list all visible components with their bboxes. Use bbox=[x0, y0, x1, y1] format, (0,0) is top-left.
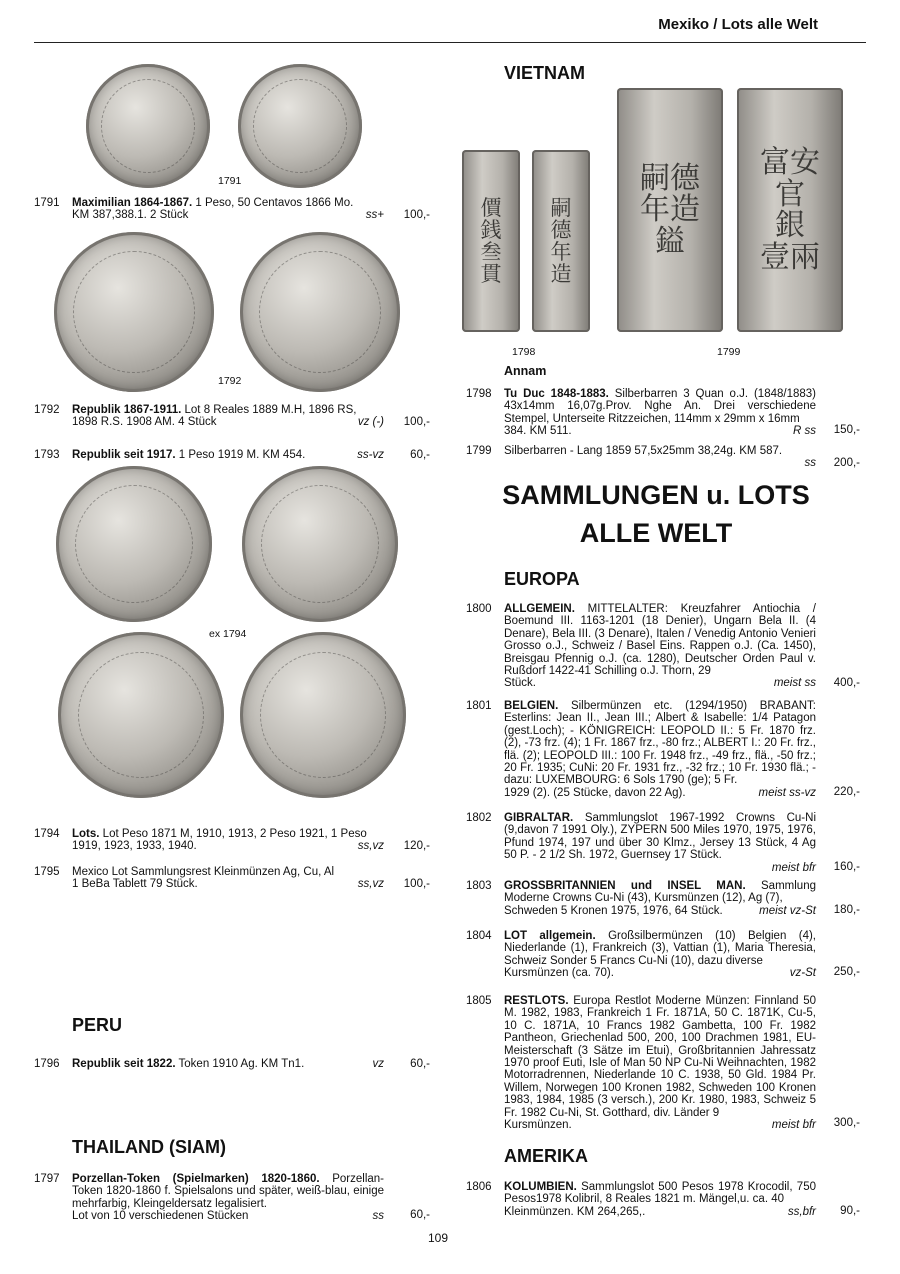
lot-number: 1800 bbox=[466, 603, 492, 615]
lot-grade: meist bfr bbox=[771, 1119, 816, 1132]
lot-text: Silbermünzen etc. (1294/1950) BRABANT: Esterlins: Jean II., Jean III.; Albert & Isabelle: 1/4 Patagon (gest.Loch); - KÖNIGREICH: LEOPOLD II.: 5 Fr. 1870 frz. (2), -73 frz. (4); 1 Fr. 1867 frz., -80 frz.; ALBERT I.: 20 Fr. frz., flä. (2); LEOPOLD III.: 100 Fr. 1948 frz., -49 frz., flä., -50 frz.; 20 Fr. 1935; CuNi: 20 Fr. 1931 frz., -32 frz.; 10 Fr. 1930 flä.; - dazu: LUXEMBOURG: 6 Sols 1790 (ge); 5 Fr. bbox=[504, 700, 816, 787]
coin-image-1794-b bbox=[242, 466, 398, 622]
lot-number: 1794 bbox=[34, 828, 60, 840]
lot-price: 180,- bbox=[833, 904, 860, 916]
lot-text-last: Schweden 5 Kronen 1975, 1976, 64 Stück. bbox=[504, 904, 723, 917]
lot-grade: R ss bbox=[793, 425, 816, 438]
coin-image-1794-a bbox=[56, 466, 212, 622]
lot-title: Lots. bbox=[72, 828, 100, 840]
silver-bar-1799-b bbox=[737, 88, 843, 332]
caption-1799: 1799 bbox=[717, 346, 741, 358]
lot-grade: vz (-) bbox=[357, 416, 384, 429]
lot-1796 bbox=[34, 1058, 434, 1072]
lot-1802 bbox=[466, 812, 862, 876]
caption-1792: 1792 bbox=[218, 375, 242, 387]
lot-text: Lot 8 Reales 1889 M.H, 1896 RS, bbox=[181, 404, 357, 416]
lot-text-last: Stück. bbox=[504, 677, 536, 690]
lot-text: Lot Peso 1871 M, 1910, 1913, 2 Peso 1921, 1 Peso bbox=[99, 828, 367, 840]
lot-text: Mexico Lot Sammlungsrest Kleinmünzen Ag, Cu, Al bbox=[72, 866, 335, 878]
lot-number: 1797 bbox=[34, 1173, 60, 1185]
lot-text: MITTELALTER: Kreuzfahrer Antiochia / Boemund III. 1163-1201 (18 Denier), Ungarn Bela II. (4 Denare), Bela III. (3 Denare), Italen / Venedig Antonio Venieri Grosso o.J., Schweiz / Basel Eins. Rappen o.J. (Ca. 1450), Breisgau Pfennig o.J. (ca. 1280), Deutscher Orden Paul v. Rußdorf 1422-41 Schilling o.J. Thorn, 29 bbox=[504, 603, 816, 678]
lot-price: 60,- bbox=[410, 1209, 430, 1221]
page-header-title: Mexiko / Lots alle Welt bbox=[658, 16, 818, 33]
section-heading-amerika: AMERIKA bbox=[504, 1146, 588, 1166]
lot-1804 bbox=[466, 930, 862, 980]
coin-image-1791-obverse bbox=[86, 64, 210, 188]
lot-text: Token 1910 Ag. KM Tn1. bbox=[175, 1058, 305, 1070]
lot-text: Porzellan-Token 1820-1860 f. Spielsalons und später, weiß-blau, einige mehrfarbig, Kleingeldersatz legalisiert. bbox=[72, 1173, 385, 1210]
lot-text: Sammlung Moderne Crowns Cu-Ni (43), Kursmünzen (12), Ag (7), bbox=[504, 880, 816, 905]
lot-text: 1 Peso 1919 M. KM 454. bbox=[175, 449, 306, 461]
coin-image-1792-reverse bbox=[240, 232, 400, 392]
lot-title: BELGIEN. bbox=[504, 700, 559, 712]
lot-1799 bbox=[466, 445, 862, 471]
lot-price: 200,- bbox=[833, 457, 860, 469]
lot-1806 bbox=[466, 1181, 862, 1219]
lot-grade: ss,bfr bbox=[787, 1205, 816, 1218]
lot-text: Sammlungslot 500 Pesos 1978 Krocodil, 750 Pesos1978 Kolibril, 8 Reales 1821 m. Mängel,u. ca. 40 bbox=[504, 1181, 816, 1206]
lot-grade: vz bbox=[372, 1058, 384, 1070]
lot-number: 1793 bbox=[34, 449, 60, 461]
lot-number: 1795 bbox=[34, 866, 60, 878]
lot-1801 bbox=[466, 700, 862, 800]
silver-bar-1798-a bbox=[462, 150, 520, 332]
lot-title: RESTLOTS. bbox=[504, 995, 569, 1007]
page-number: 109 bbox=[428, 1231, 449, 1245]
bar-inscription: 價 銭 叁 貫 bbox=[480, 195, 502, 287]
lot-title: Tu Duc 1848-1883. bbox=[504, 388, 609, 400]
coin-image-1791-reverse bbox=[238, 64, 362, 188]
lot-text-last: 1919, 1923, 1933, 1940. bbox=[72, 840, 197, 853]
lot-text-last: 1898 R.S. 1908 AM. 4 Stück bbox=[72, 416, 217, 429]
lot-text: Silberbarren 3 Quan o.J. (1848/1883) 43x14mm 16,07g.Prov. Nghe An. Drei verschiedene Stempel, Unterseite Ritzzeichen, 114mm x 29mm x 16mm bbox=[504, 388, 816, 425]
lot-1805 bbox=[466, 995, 862, 1131]
lot-number: 1802 bbox=[466, 812, 492, 824]
lot-number: 1806 bbox=[466, 1181, 492, 1193]
lot-number: 1792 bbox=[34, 404, 60, 416]
section-heading-europa: EUROPA bbox=[504, 569, 580, 589]
lot-number: 1803 bbox=[466, 880, 492, 892]
lot-grade: ss,vz bbox=[357, 840, 384, 853]
section-title-alle-welt: ALLE WELT bbox=[579, 518, 733, 548]
lot-grade: meist ss bbox=[773, 677, 816, 690]
lot-title: Porzellan-Token (Spielmarken) 1820-1860. bbox=[72, 1173, 320, 1185]
lot-price: 60,- bbox=[410, 1058, 430, 1070]
bar-inscription: 富安 官 銀 壹兩 bbox=[760, 145, 820, 275]
coin-image-1792-obverse bbox=[54, 232, 214, 392]
lot-title: Republik 1867-1911. bbox=[72, 404, 182, 416]
lot-text-last: 1929 (2). (25 Stücke, davon 22 Ag). bbox=[504, 786, 686, 799]
lot-number: 1804 bbox=[466, 930, 492, 942]
lot-number: 1796 bbox=[34, 1058, 60, 1070]
lot-text-last: 1 BeBa Tablett 79 Stück. bbox=[72, 878, 198, 891]
lot-1800 bbox=[466, 603, 862, 691]
lot-grade: meist bfr bbox=[771, 861, 816, 874]
section-heading-thailand: THAILAND (SIAM) bbox=[72, 1137, 226, 1157]
lot-text-last: Kursmünzen. bbox=[504, 1119, 572, 1132]
lot-text: Silberbarren - Lang 1859 57,5x25mm 38,24g. KM 587. bbox=[504, 445, 783, 457]
lot-price: 150,- bbox=[833, 424, 860, 436]
bar-inscription: 嗣 德 年 造 bbox=[550, 195, 572, 287]
lot-grade: vz-St bbox=[789, 967, 816, 980]
lot-title: KOLUMBIEN. bbox=[504, 1181, 577, 1193]
lot-grade: ss,vz bbox=[357, 878, 384, 891]
lot-grade: ss bbox=[804, 457, 816, 470]
section-heading-vietnam: VIETNAM bbox=[504, 63, 585, 83]
lot-price: 100,- bbox=[403, 209, 430, 221]
lot-1795 bbox=[34, 866, 434, 892]
lot-text-last: KM 387,388.1. 2 Stück bbox=[72, 209, 189, 222]
caption-1794: ex 1794 bbox=[209, 628, 247, 640]
lot-grade: ss+ bbox=[365, 209, 384, 222]
lot-number: 1798 bbox=[466, 388, 492, 400]
bar-inscription: 嗣德 年造 鎰 bbox=[640, 160, 700, 259]
lot-1794 bbox=[34, 828, 434, 854]
lot-number: 1799 bbox=[466, 445, 492, 457]
lot-1803 bbox=[466, 880, 862, 918]
lot-1798 bbox=[466, 388, 862, 438]
lot-title: GROSSBRITANNIEN und INSEL MAN. bbox=[504, 880, 746, 892]
header-rule bbox=[34, 42, 866, 43]
coin-image-1794-d bbox=[240, 632, 406, 798]
lot-1797 bbox=[34, 1173, 434, 1223]
lot-text: 1 Peso, 50 Centavos 1866 Mo. bbox=[192, 197, 354, 209]
lot-grade: ss-vz bbox=[357, 449, 384, 461]
lot-grade: meist ss-vz bbox=[758, 786, 816, 799]
lot-price: 100,- bbox=[403, 878, 430, 890]
lot-text-last: Kleinmünzen. KM 264,265,. bbox=[504, 1205, 646, 1218]
lot-text-last: Lot von 10 verschiedenen Stücken bbox=[72, 1210, 249, 1223]
subheading-annam: Annam bbox=[504, 364, 547, 378]
section-heading-peru: PERU bbox=[72, 1015, 123, 1035]
lot-text-last: 384. KM 511. bbox=[504, 425, 572, 438]
lot-price: 60,- bbox=[410, 449, 430, 461]
lot-title: ALLGEMEIN. bbox=[504, 603, 575, 615]
section-title-sammlungen: SAMMLUNGEN u. LOTS bbox=[502, 480, 810, 510]
lot-title: LOT allgemein. bbox=[504, 930, 596, 942]
lot-price: 220,- bbox=[833, 786, 860, 798]
lot-title: GIBRALTAR. bbox=[504, 812, 574, 824]
lot-1793 bbox=[34, 449, 434, 463]
lot-text: Europa Restlot Moderne Münzen: Finnland 50 M. 1982, 1983, Frankreich 1 Fr. 1871A, 50 C. 1871K, Cu-5, 10 C. 1871A, 10 Francs 1982 Gambetta, 100 Fr. 1982 Pantheon, Griechenlad 500, 200, 100 Drachmen 1981, EU-Meisterschaft (3 Sätze im Etui), Großbritannien Jahressatz 1970 proof Euti, Isle of Man 50 NP Cu-Ni Weihnachten, 1982 Motorradrennen, Niederlande 10 C. 1938, 50 Gld. 1984 Pr. Willem, Norwegen 100 Kronen 1982, Schweden 100 Kronen 1983, 1984, 1985 (3 versch.), 200 Kr. 1980, 1983, Schweiz 5 Fr. 1982 Cu-Ni, St. Gotthard, div. Länder 9 bbox=[504, 995, 816, 1119]
lot-price: 120,- bbox=[403, 840, 430, 852]
lot-grade: ss bbox=[372, 1210, 384, 1223]
caption-1791: 1791 bbox=[218, 175, 242, 187]
lot-text: Sammlungslot 1967-1992 Crowns Cu-Ni (9,davon 7 1991 Oly.), ZYPERN 500 Miles 1970, 1975, 1976, Pfund 1974, 197 und über 30 Klmz., Jersey 13 Stück, 4 Ag 50 P. - 2 1/2 Sh. 1972, Guernsey 17 Stück. bbox=[504, 812, 816, 862]
lot-number: 1805 bbox=[466, 995, 492, 1007]
silver-bar-1798-b bbox=[532, 150, 590, 332]
silver-bar-1799-a bbox=[617, 88, 723, 332]
lot-price: 400,- bbox=[833, 677, 860, 689]
lot-title: Republik seit 1822. bbox=[72, 1058, 176, 1070]
lot-title: Maximilian 1864-1867. bbox=[72, 197, 193, 209]
lot-number: 1791 bbox=[34, 197, 60, 209]
coin-image-1794-c bbox=[58, 632, 224, 798]
lot-text: Großsilbermünzen (10) Belgien (4), Niederlande (1), Frankreich (3), Vattian (1), Maria Theresia, Schweiz Sonder 5 Francs Cu-Ni (10), dazu diverse bbox=[504, 930, 817, 967]
lot-grade: meist vz-St bbox=[759, 904, 816, 917]
lot-price: 250,- bbox=[833, 966, 860, 978]
lot-1792 bbox=[34, 404, 434, 430]
lot-price: 160,- bbox=[833, 861, 860, 873]
lot-number: 1801 bbox=[466, 700, 492, 712]
caption-1798: 1798 bbox=[512, 346, 536, 358]
lot-price: 90,- bbox=[840, 1205, 860, 1217]
lot-title: Republik seit 1917. bbox=[72, 449, 176, 461]
lot-1791 bbox=[34, 197, 434, 223]
lot-price: 100,- bbox=[403, 416, 430, 428]
lot-price: 300,- bbox=[833, 1117, 860, 1129]
lot-text-last: Kursmünzen (ca. 70). bbox=[504, 967, 614, 980]
